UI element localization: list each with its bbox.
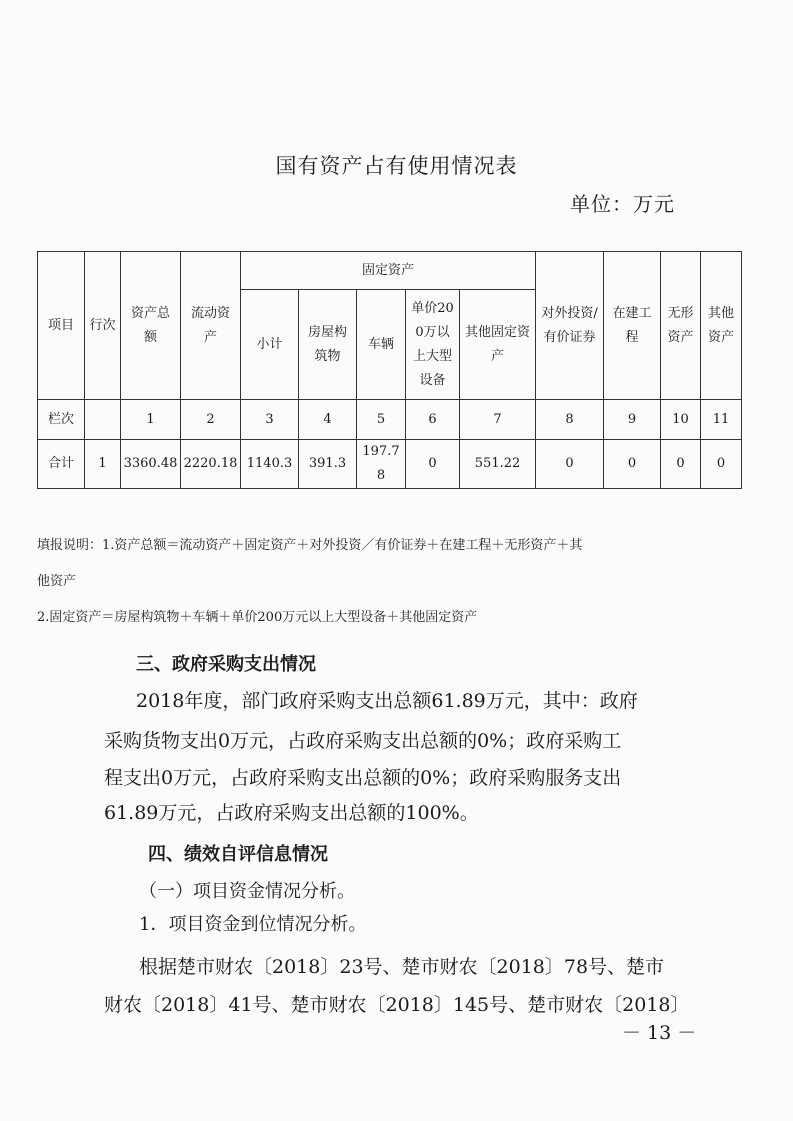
column-number-cell: 11 [701,400,742,440]
header-fixed-assets: 固定资产 [241,252,536,290]
column-number-label: 栏次 [38,400,85,440]
total-cell: 0 [604,440,661,489]
column-number-cell: 8 [536,400,604,440]
header-row [38,252,742,290]
header-intangible: 无形资产 [661,252,701,400]
note-line: 他资产 [37,574,77,589]
column-number-row [38,400,742,440]
header-subtotal: 小计 [241,290,299,400]
note-line: 2.固定资产＝房屋构筑物＋车辆＋单价200万元以上大型设备＋其他固定资产 [37,610,478,625]
paragraph-line: 采购货物支出0万元，占政府采购支出总额的0%；政府采购工 [104,730,622,752]
subheading: （一）项目资金情况分析。 [139,881,355,902]
column-number-cell [85,400,121,440]
header-other-assets: 其他资产 [701,252,742,400]
assets-table [37,251,742,489]
total-row-no: 1 [85,440,121,489]
header-construction: 在建工程 [604,252,661,400]
total-cell: 197.78 [357,440,406,489]
paragraph-line: 根据楚市财农〔2018〕23号、楚市财农〔2018〕78号、楚市 [139,956,665,978]
paragraph-line: 财农〔2018〕41号、楚市财农〔2018〕145号、楚市财农〔2018〕 [104,994,690,1016]
total-label: 合计 [38,440,85,489]
column-number-cell: 5 [357,400,406,440]
header-total-assets: 资产总额 [121,252,181,400]
header-investments: 对外投资/有价证券 [536,252,604,400]
note-line: 填报说明：1.资产总额＝流动资产＋固定资产＋对外投资／有价证券＋在建工程＋无形资产＋其 [37,538,583,553]
page-number: － 13 － [622,1022,697,1044]
table-title: 国有资产占有使用情况表 [275,154,518,178]
total-cell: 391.3 [299,440,357,489]
header-large-equipment: 单价200万以上大型设备 [406,290,460,400]
column-number-cell: 3 [241,400,299,440]
total-cell: 1140.3 [241,440,299,489]
paragraph-line: 2018年度，部门政府采购支出总额61.89万元，其中：政府 [136,690,638,712]
total-cell: 0 [536,440,604,489]
total-cell: 551.22 [460,440,536,489]
total-row [38,440,742,489]
header-buildings: 房屋构筑物 [299,290,357,400]
section4-heading: 四、绩效自评信息情况 [148,844,328,865]
header-current-assets: 流动资产 [181,252,241,400]
column-number-cell: 10 [661,400,701,440]
total-cell: 0 [406,440,460,489]
column-number-cell: 1 [121,400,181,440]
column-number-cell: 7 [460,400,536,440]
header-vehicles: 车辆 [357,290,406,400]
total-cell: 3360.48 [121,440,181,489]
total-cell: 0 [661,440,701,489]
section3-heading: 三、政府采购支出情况 [136,654,316,675]
column-number-cell: 4 [299,400,357,440]
header-item: 项目 [38,252,85,400]
subheading: 1．项目资金到位情况分析。 [139,914,367,935]
total-cell: 0 [701,440,742,489]
unit-label: 单位：万元 [570,192,675,216]
paragraph-line: 程支出0万元，占政府采购支出总额的0%；政府采购服务支出 [104,767,622,789]
column-number-cell: 9 [604,400,661,440]
paragraph-line: 61.89万元，占政府采购支出总额的100%。 [104,802,479,824]
column-number-cell: 6 [406,400,460,440]
column-number-cell: 2 [181,400,241,440]
total-cell: 2220.18 [181,440,241,489]
header-other-fixed: 其他固定资产 [460,290,536,400]
header-row-no: 行次 [85,252,121,400]
